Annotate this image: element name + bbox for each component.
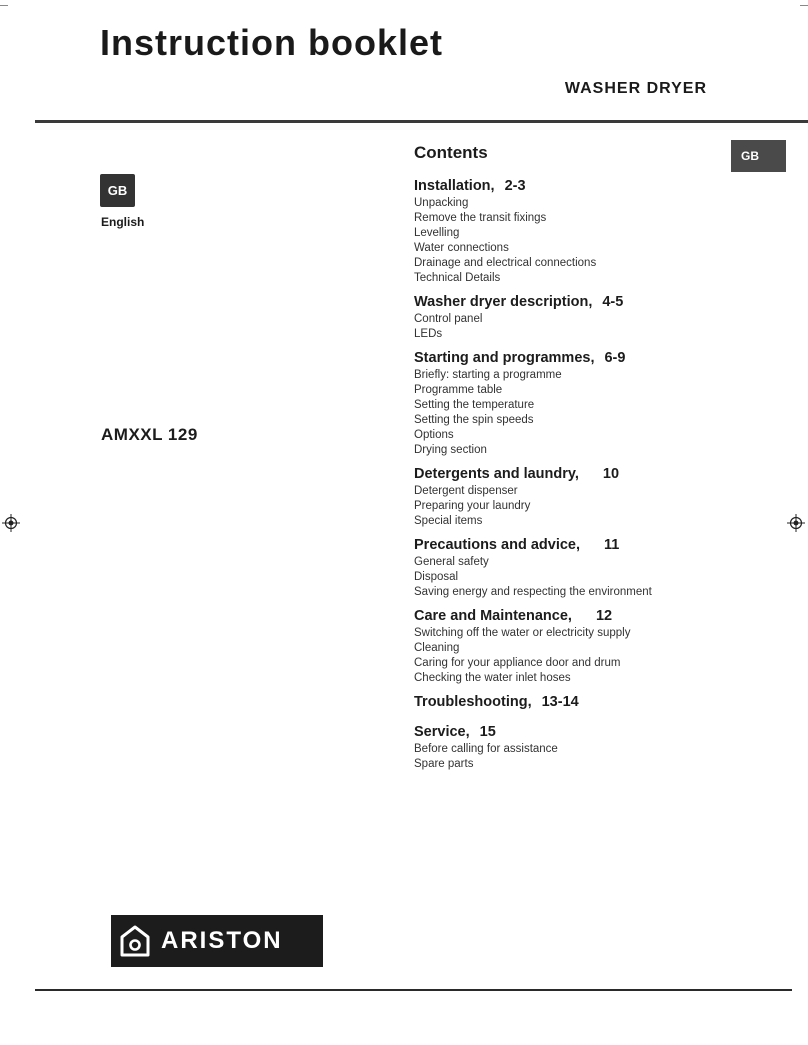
contents-section: [414, 293, 714, 342]
contents-item: Before calling for assistance: [414, 743, 558, 755]
section-title: Washer dryer description,: [414, 294, 593, 310]
section-pages: 10: [602, 466, 620, 482]
section-heading: [414, 177, 714, 196]
page-subtitle: WASHER DRYER: [564, 80, 707, 97]
section-heading: [414, 723, 714, 742]
table-of-contents: [414, 143, 714, 779]
contents-item: Saving energy and respecting the environment: [414, 586, 652, 598]
section-title: Installation,: [414, 178, 495, 194]
contents-section: [414, 723, 714, 772]
section-title: Precautions and advice,: [414, 537, 581, 553]
section-heading: [414, 607, 714, 626]
section-title: Care and Maintenance,: [414, 608, 572, 624]
section-heading: [414, 349, 714, 368]
section-heading: [414, 693, 714, 712]
contents-item: LEDs: [414, 328, 443, 340]
contents-item: Checking the water inlet hoses: [414, 672, 571, 684]
contents-item: Spare parts: [414, 758, 474, 770]
contents-item: Remove the transit fixings: [414, 212, 547, 224]
section-title: Detergents and laundry,: [414, 466, 579, 482]
contents-item: Briefly: starting a programme: [414, 369, 562, 381]
registration-mark-left-icon: [2, 514, 20, 532]
contents-item: Programme table: [414, 384, 503, 396]
language-badge: GB: [100, 174, 135, 207]
model-number: AMXXL 129: [101, 425, 198, 444]
language-label: English: [101, 215, 145, 229]
contents-item: Technical Details: [414, 272, 501, 284]
section-pages: 15: [479, 724, 496, 740]
contents-item: Setting the temperature: [414, 399, 535, 411]
registration-mark-right-icon: [787, 514, 805, 532]
section-title: Troubleshooting,: [414, 694, 532, 710]
contents-item: Options: [414, 429, 454, 441]
section-heading: [414, 536, 714, 555]
contents-sections: [414, 177, 714, 772]
contents-item: General safety: [414, 556, 489, 568]
page-title: Instruction booklet: [100, 22, 443, 63]
contents-item: Control panel: [414, 313, 483, 325]
section-pages: 13-14: [541, 694, 579, 710]
section-title: Starting and programmes,: [414, 350, 595, 366]
contents-item: Unpacking: [414, 197, 469, 209]
crop-mark-top-left: [0, 5, 8, 6]
contents-item: Cleaning: [414, 642, 460, 654]
contents-item: Disposal: [414, 571, 459, 583]
section-heading: [414, 293, 714, 312]
contents-item: Levelling: [414, 227, 460, 239]
contents-item: Special items: [414, 515, 483, 527]
section-pages: 2-3: [504, 178, 526, 194]
bottom-divider: [35, 989, 792, 991]
contents-item: Preparing your laundry: [414, 500, 531, 512]
section-title: Service,: [414, 724, 470, 740]
contents-section: [414, 349, 714, 458]
contents-item: Water connections: [414, 242, 509, 254]
house-icon: [120, 925, 150, 957]
contents-section: [414, 536, 714, 600]
contents-item: Drainage and electrical connections: [414, 257, 597, 269]
contents-section: [414, 607, 714, 686]
contents-item: Setting the spin speeds: [414, 414, 534, 426]
section-pages: 4-5: [602, 294, 624, 310]
contents-item: Detergent dispenser: [414, 485, 518, 497]
contents-item: Switching off the water or electricity supply: [414, 627, 631, 639]
contents-title: Contents: [414, 143, 488, 162]
language-tab: GB: [731, 140, 786, 172]
contents-section: [414, 177, 714, 286]
section-pages: 12: [595, 608, 613, 624]
section-heading: [414, 465, 714, 484]
contents-section: [414, 465, 714, 529]
crop-mark-top-right: [800, 5, 808, 6]
section-pages: 11: [604, 537, 620, 553]
contents-section: [414, 693, 714, 712]
contents-item: Caring for your appliance door and drum: [414, 657, 621, 669]
contents-item: Drying section: [414, 444, 487, 456]
top-divider: [35, 120, 808, 123]
ariston-logo: [111, 915, 323, 967]
brand-name: ARISTON: [161, 927, 283, 954]
section-pages: 6-9: [604, 350, 626, 366]
